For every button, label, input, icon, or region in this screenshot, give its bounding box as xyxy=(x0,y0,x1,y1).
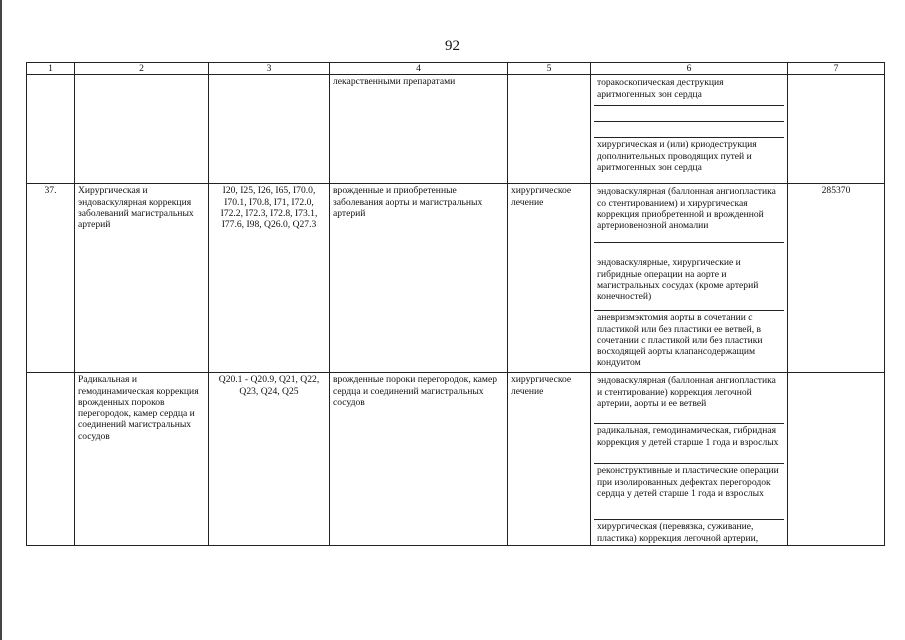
page-edge-line xyxy=(0,0,2,640)
method-item: эндоваскулярная (баллонная ангиопластика и стентирование) коррекция легочной артерии, аорты и ее ветвей xyxy=(594,374,784,424)
column-number-row xyxy=(27,63,885,75)
treatment-methods xyxy=(591,373,788,546)
page-number: 92 xyxy=(445,38,460,54)
row-number xyxy=(27,373,75,546)
care-type-name: Радикальная и гемодинамическая коррекция врожденных пороков перегородок, камер сердца и соединений магистральных сосудов xyxy=(75,373,209,546)
column-header: 4 xyxy=(330,63,508,75)
table-row xyxy=(27,373,885,546)
column-header: 7 xyxy=(788,63,885,75)
disease-model: лекарственными препаратами xyxy=(330,75,508,184)
disease-model: врожденные пороки перегородок, камер сердца и соединений магистральных сосудов xyxy=(330,373,508,546)
treatment-methods xyxy=(591,75,788,184)
icd-codes xyxy=(209,75,330,184)
column-header: 2 xyxy=(75,63,209,75)
method-item: эндоваскулярные, хирургические и гибридные операции на аорте и магистральных сосудах (кроме артерий конечностей) xyxy=(594,243,784,311)
row-number xyxy=(27,75,75,184)
column-header: 6 xyxy=(591,63,788,75)
icd-codes: I20, I25, I26, I65, I70.0, I70.1, I70.8, I71, I72.0, I72.2, I72.3, I72.8, I73.1, I77.6, I98, Q26.0, Q27.3 xyxy=(209,184,330,373)
treatment-type xyxy=(508,75,591,184)
price xyxy=(788,75,885,184)
table-row xyxy=(27,184,885,373)
method-item: хирургическая (перевязка, суживание, пластика) коррекция легочной артерии, xyxy=(597,521,759,544)
column-header: 1 xyxy=(27,63,75,75)
method-item: торакоскопическая деструкция аритмогенных зон сердца xyxy=(594,76,784,106)
method-item: аневризмэктомия аорты в сочетании с пластикой или без пластики ее ветвей, в сочетании с пластикой или без пластики восходящей аорты клапансодержащим кондуитом xyxy=(597,312,763,369)
method-item: хирургическая и (или) криодеструкция дополнительных проводящих путей и аритмогенных зон сердца xyxy=(597,139,757,173)
medical-care-table xyxy=(26,62,885,546)
method-item: реконструктивные и пластические операции при изолированных дефектах перегородок сердца у детей старше 1 года и взрослых xyxy=(594,464,784,520)
care-type-name xyxy=(75,75,209,184)
column-header: 5 xyxy=(508,63,591,75)
icd-codes: Q20.1 - Q20.9, Q21, Q22, Q23, Q24, Q25 xyxy=(209,373,330,546)
row-number: 37. xyxy=(27,184,75,373)
table-row xyxy=(27,75,885,184)
price: 285370 xyxy=(788,184,885,373)
treatment-methods xyxy=(591,184,788,373)
method-item: радикальная, гемодинамическая, гибридная коррекция у детей старше 1 года и взрослых xyxy=(594,424,784,464)
care-type-name: Хирургическая и эндоваскулярная коррекция заболеваний магистральных артерий xyxy=(75,184,209,373)
treatment-type: хирургическое лечение xyxy=(508,184,591,373)
column-header: 3 xyxy=(209,63,330,75)
disease-model: врожденные и приобретенные заболевания аорты и магистральных артерий xyxy=(330,184,508,373)
price xyxy=(788,373,885,546)
method-item xyxy=(594,106,784,122)
method-item: эндоваскулярная (баллонная ангиопластика со стентированием) и хирургическая коррекция приобретенной и врожденной артериовенозной аномалии xyxy=(594,185,784,243)
treatment-type: хирургическое лечение xyxy=(508,373,591,546)
method-item xyxy=(594,122,784,138)
